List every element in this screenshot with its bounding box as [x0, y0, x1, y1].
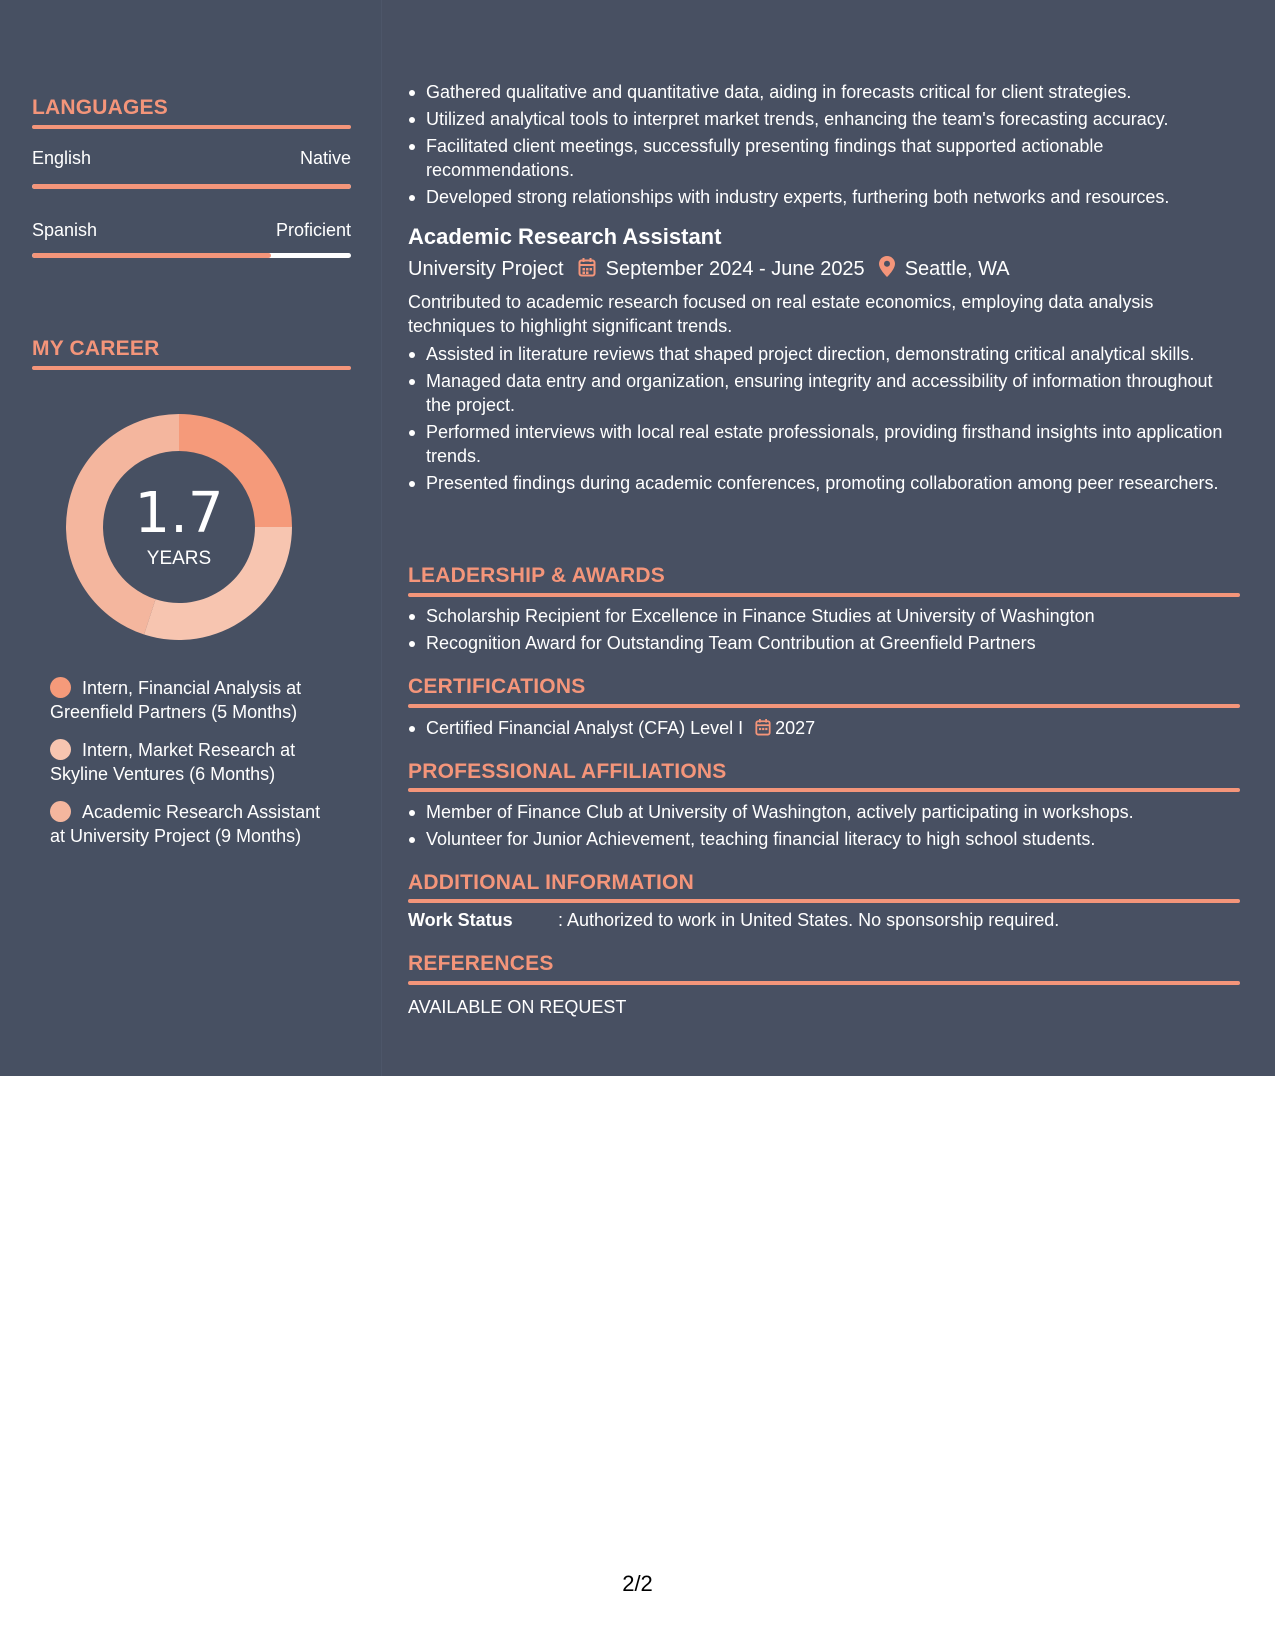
bullet-item: Utilized analytical tools to interpret market trends, enhancing the team's forecasting accuracy.	[408, 107, 1240, 131]
languages-rule	[32, 125, 351, 129]
references-title: REFERENCES	[408, 952, 554, 975]
left-column	[0, 0, 382, 1076]
previous-job-bullets	[408, 80, 1240, 209]
work-status-value: : Authorized to work in United States. No sponsorship required.	[558, 910, 1060, 930]
language-bar-spanish	[32, 253, 351, 258]
career-title: MY CAREER	[32, 337, 160, 360]
legend-dot-icon	[50, 677, 71, 698]
work-status-row	[408, 910, 1240, 931]
bullet-item: Member of Finance Club at University of Washington, actively participating in workshops.	[408, 800, 1240, 824]
language-level: Proficient	[275, 220, 351, 240]
language-bar-fill	[32, 184, 351, 189]
legend-label: Intern, Market Research at Skyline Ventures (6 Months)	[50, 740, 296, 784]
leadership-list	[408, 604, 1240, 655]
job-dates: September 2024 - June 2025	[605, 258, 865, 280]
bullet-item: Recognition Award for Outstanding Team Contribution at Greenfield Partners	[408, 631, 1240, 655]
job-bullets	[408, 342, 1240, 495]
leadership-title: LEADERSHIP & AWARDS	[408, 564, 665, 587]
bullet-item: Assisted in literature reviews that shaped project direction, demonstrating critical analytical skills.	[408, 342, 1240, 366]
work-status-label: Work Status	[408, 910, 513, 930]
certifications-list	[408, 716, 1240, 742]
bullet-item: Facilitated client meetings, successfully presenting findings that supported actionable recommendations.	[408, 134, 1240, 182]
languages-title: LANGUAGES	[32, 96, 168, 119]
map-pin-icon	[879, 256, 895, 283]
legend-dot-icon	[50, 801, 71, 822]
right-column	[408, 0, 1240, 1076]
job-meta	[408, 256, 1240, 283]
bullet-item: Developed strong relationships with industry experts, furthering both networks and resources.	[408, 185, 1240, 209]
legend-label: Academic Research Assistant at University Project (9 Months)	[50, 802, 321, 846]
legend-dot-icon	[50, 739, 71, 760]
additional-info-title: ADDITIONAL INFORMATION	[408, 871, 694, 894]
calendar-icon	[578, 257, 596, 283]
page-number: 2/2	[622, 1571, 653, 1596]
career-legend-item	[50, 738, 340, 786]
affiliations-title: PROFESSIONAL AFFILIATIONS	[408, 760, 727, 783]
additional-info-rule	[408, 899, 1240, 903]
certification-name: Certified Financial Analyst (CFA) Level I	[426, 718, 744, 738]
references-rule	[408, 981, 1240, 985]
language-bar-english	[32, 184, 351, 189]
language-name: Spanish	[32, 220, 98, 240]
legend-label: Intern, Financial Analysis at Greenfield Partners (5 Months)	[50, 678, 302, 722]
career-legend-item	[50, 800, 340, 848]
references-text: AVAILABLE ON REQUEST	[408, 997, 627, 1017]
career-rule	[32, 366, 351, 370]
certifications-title: CERTIFICATIONS	[408, 675, 586, 698]
career-legend-item	[50, 676, 340, 724]
bullet-item: Scholarship Recipient for Excellence in Finance Studies at University of Washington	[408, 604, 1240, 628]
career-total-unit: YEARS	[146, 548, 212, 569]
career-total-years: 1.7	[134, 481, 224, 546]
bullet-item: Performed interviews with local real estate professionals, providing firsthand insights into application trends.	[408, 420, 1240, 468]
affiliations-rule	[408, 788, 1240, 792]
bullet-item: Managed data entry and organization, ensuring integrity and accessibility of information throughout the project.	[408, 369, 1240, 417]
certification-item	[408, 716, 1240, 742]
job-summary: Contributed to academic research focused on real estate economics, employing data analysis techniques to highlight significant trends.	[408, 292, 1154, 336]
affiliations-list	[408, 800, 1240, 851]
bullet-item: Volunteer for Junior Achievement, teaching financial literacy to high school students.	[408, 827, 1240, 851]
language-row-spanish	[32, 220, 351, 241]
job-title: Academic Research Assistant	[408, 224, 722, 249]
job-location: Seattle, WA	[904, 258, 1010, 280]
leadership-rule	[408, 593, 1240, 597]
calendar-icon	[755, 718, 771, 742]
career-donut-chart	[66, 414, 292, 640]
job-company: University Project	[408, 258, 564, 280]
certification-year: 2027	[775, 718, 816, 738]
donut-center	[66, 414, 292, 640]
bullet-item: Presented findings during academic conferences, promoting collaboration among peer researchers.	[408, 471, 1240, 495]
language-name: English	[32, 148, 92, 168]
bullet-item: Gathered qualitative and quantitative data, aiding in forecasts critical for client strategies.	[408, 80, 1240, 104]
language-level: Native	[299, 148, 351, 168]
certifications-rule	[408, 704, 1240, 708]
language-bar-fill	[32, 253, 271, 258]
language-row-english	[32, 148, 351, 169]
